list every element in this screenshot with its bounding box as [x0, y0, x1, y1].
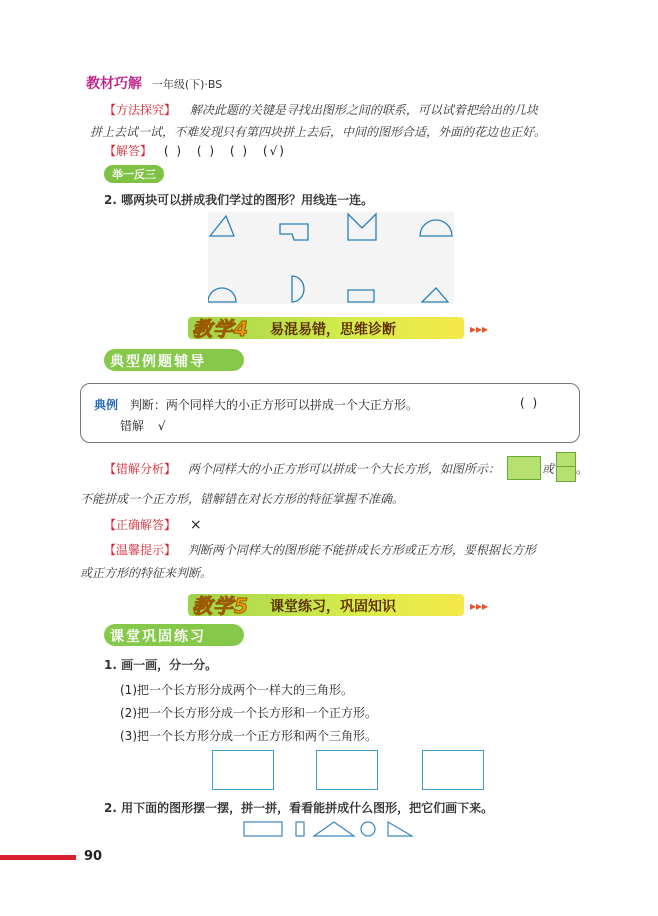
top-triangle-shape — [210, 216, 234, 236]
ex2-title: 2. 用下面的图形摆一摆，拼一拼，看看能拼成什么图形，把它们画下来。 — [104, 801, 494, 815]
answer-tag: 【解答】 — [104, 144, 153, 158]
answer-blank-1: ( ) — [163, 144, 184, 158]
analysis-text-2: 不能拼成一个正方形，错解错在对长方形的特征掌握不准确。 — [80, 492, 405, 506]
section5-sub-label: 课堂巩固练习 — [110, 629, 206, 645]
tip-line1 — [104, 541, 536, 558]
q2-connect-text: 2. 哪两块可以拼成我们学过的图形？用线连一连。 — [104, 193, 374, 207]
answer-blank-3: ( ) — [229, 144, 250, 158]
method-tag: 【方法探究】 — [104, 103, 177, 117]
analysis-line1 — [104, 460, 500, 477]
series-title: 教材巧解 — [86, 76, 142, 92]
jyfs-badge: 举一反三 — [104, 165, 164, 183]
bottom-semicircle-shape — [208, 288, 236, 302]
ex2-circle-shape — [361, 822, 375, 836]
matching-shapes — [208, 212, 454, 304]
wrong-answer: √ — [157, 419, 166, 433]
top-semicircle-shape — [420, 220, 452, 236]
answer-blank-4: (√) — [262, 144, 286, 158]
ex1-item-3: (3)把一个长方形分成一个正方形和两个三角形。 — [120, 729, 377, 743]
method-block — [104, 99, 584, 121]
header — [86, 73, 222, 93]
example-line — [94, 396, 418, 413]
ex1-item-1: (1)把一个长方形分成两个一样大的三角形。 — [120, 683, 353, 697]
tip-text-2: 或正方形的特征来判断。 — [80, 566, 213, 580]
ex2-rectangle-shape — [244, 822, 282, 836]
ex1-rect-3[interactable] — [422, 750, 484, 790]
tip-tag: 【温馨提示】 — [104, 543, 177, 557]
correct-value: × — [189, 517, 202, 533]
analysis-end: 。 — [576, 462, 589, 476]
top-notched-rect-shape — [348, 214, 376, 240]
page-number: 90 — [84, 849, 103, 864]
analysis-or: 或 — [542, 462, 555, 476]
section4-sub-label: 典型例题辅导 — [110, 354, 206, 370]
ex2-right-triangle-shape — [388, 822, 412, 836]
bottom-halfcircle-shape — [292, 276, 304, 302]
ex1-rect-2[interactable] — [316, 750, 378, 790]
section4-title: 易混易错，思维诊断 — [270, 322, 396, 338]
section4-label: 教学4 — [192, 317, 249, 341]
ex1-rect-1[interactable] — [212, 750, 274, 790]
analysis-tag: 【错解分析】 — [104, 462, 177, 476]
ex2-small-rect-shape — [296, 822, 304, 836]
example-bracket: ( ) — [520, 396, 540, 410]
wrong-line — [120, 417, 166, 434]
method-text-1: 解决此题的关键是寻找出图形之间的联系，可以试着把给出的几块 — [189, 103, 538, 117]
bottom-triangle-shape — [422, 288, 448, 302]
section5-label: 教学5 — [192, 594, 249, 618]
top-notched-square-shape — [280, 224, 308, 240]
footer-red-bar — [0, 855, 76, 860]
tip-text-1: 判断两个同样大的图形能不能拼成长方形或正方形，要根据长方形 — [187, 543, 536, 557]
grade-label: 一年级(下)·BS — [151, 78, 223, 91]
correct-tag: 【正确解答】 — [104, 518, 177, 532]
example-text: 判断：两个同样大的小正方形可以拼成一个大正方形。 — [129, 398, 418, 412]
example-tag: 典例 — [94, 398, 119, 412]
ex2-triangle-shape — [314, 822, 354, 836]
ex1-item-2: (2)把一个长方形分成一个长方形和一个正方形。 — [120, 706, 377, 720]
example-box — [80, 383, 580, 443]
method-text-2: 拼上去试一试，不难发现只有第四块拼上去后，中间的图形合适，外面的花边也正好。 — [90, 125, 547, 139]
rect-figure-b — [556, 452, 576, 482]
bottom-square-shape — [348, 290, 374, 302]
answer-blank-2: ( ) — [196, 144, 217, 158]
analysis-text-1: 两个同样大的小正方形可以拼成一个大长方形，如图所示： — [187, 462, 500, 476]
rect-figure-a — [507, 456, 541, 480]
matching-area — [208, 212, 454, 304]
section5-arrows-icon: ▸▸▸ — [470, 599, 489, 613]
correct-line — [104, 516, 202, 533]
answer-block — [104, 140, 286, 162]
section5-title: 课堂练习，巩固知识 — [270, 599, 396, 615]
ex1-title: 1. 画一画，分一分。 — [104, 658, 218, 672]
section4-arrows-icon: ▸▸▸ — [470, 322, 489, 336]
ex2-shapes — [240, 818, 420, 840]
wrong-tag: 错解 — [120, 419, 145, 433]
